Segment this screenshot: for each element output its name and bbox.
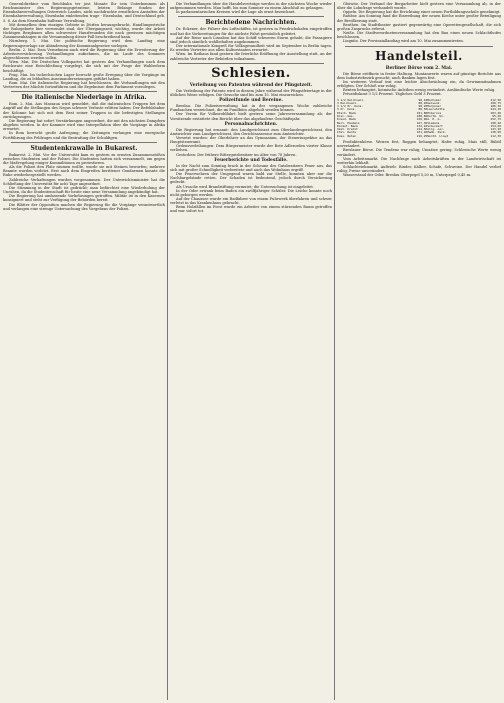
section-heading: Die italienische Niederlage in Afrika. [21,94,147,102]
article-paragraph: Wien. Mai. Die Deutschen Volkspartei hat gestern den Verhandlungen nach dem Reichsrate eine Entschließung vorgelegt, die sich mit der Frage der Wahlreform beschäftigt. [3,60,165,73]
section-divider [178,63,324,64]
quote-name: Darmst. Bank [337,123,358,128]
section-subtitle: Verleihung von Patenten während der Pfingstzeit. [189,82,313,88]
section-divider [345,46,493,47]
quote-name: Russ. Noten [337,133,357,138]
quote-value: 88,40 [418,100,428,105]
article-paragraph: Gleiwitz. Der Verband der Bergarbeiter hielt gestern eine Versammlung ab, in der über die Lohnfrage verhandelt wurde. [337,2,501,11]
quote-value: 88,50 [418,107,428,112]
quote-name: Oest. Kredit [337,127,358,132]
article-paragraph: Oppeln. Die Regierung hat die Errichtung einer neuen Fortbildungsschule genehmigt. [343,10,501,15]
article-paragraph: Zahlreiche Verhaftungen wurden vorgenommen. Der Unterrichtsminister hat die Schließung der Universität für acht Tage angeordnet. [3,177,165,186]
quote-value: 138,90 [490,130,501,135]
quote-name: Gelsenk. [427,100,442,105]
article-paragraph: Als Ursache wird Brandstiftung vermutet; die Untersuchung ist eingeleitet. [176,184,314,189]
article-paragraph: Die Regierung hat ernannt: den Landgerichtsrat zum Oberlandesgerichtsrat, den Amtsrichter zum Landgerichtsrat, den Gerichtsassessor zum Amtsrichter. [170,127,332,136]
quote-name: Dresd. Bank [337,117,357,122]
article-paragraph: In parlamentarischen Kreisen wird die Lage als ernst bezeichnet. [176,10,296,15]
article-paragraph: Produktenbörse. Weizen fest, Roggen behauptet, Hafer ruhig, Mais still, Rüböl unverändert. [337,140,501,149]
article-paragraph: Nürnberg. 1. Mai. Die politische Regierung wird dem Landtag eine Regierungsvorlage zur Abänderung der Kommunalgesetze vorlegen. [3,39,165,48]
article-paragraph: Bukarest. 2. Mai. Vor der Universität kam es gestern zu ernsten Zusammenstößen zwischen Studenten und der Polizei. Die Studenten hatten sich versammelt, um gegen die Maßregelung einiger Kommilitonen zu protestieren. [3,152,165,165]
article-paragraph: Die Blätter der Opposition machen die Regierung für die Vorgänge verantwortlich und verlangen eine strenge Untersuchung des Vorgehens der Polizei. [3,202,165,211]
quote-name: Disc.-Ges. [337,113,355,118]
section-heading: Feuerberichte und Todesfälle. [214,157,288,163]
article-paragraph: Gestorben: Der frühere Rittergutsbesitzer im Alter von 78 Jahren. [176,152,297,157]
section-subtitle: Berliner Börse vom 2. Mai. [385,65,453,71]
quote-value: 198,40 [490,120,501,125]
column-2 [170,2,332,700]
article-paragraph: Die Regierung hat sofort Verstärkungen angeordnet, die mit den nächsten Dampfern abgehen werden. In der Kammer wird eine Interpellation über die Vorgänge in Afrika erwartet. [3,118,165,132]
quote-value: 203,40 [490,110,501,115]
quote-name: A. E. G. [427,117,442,122]
column-rule [167,2,168,700]
quote-value: 212,50 [490,97,501,102]
quote-name: Schuckert [427,123,443,128]
quote-name: Hamb. Pack. [427,130,447,135]
article-paragraph: Berlin. 2. Mai. Dem Vernehmen nach wird die Regierung über die Erweiterung der Arbeiterversicherung Verhandlungen aufnehmen, die im Laufe des Sommers abgeschlossen werden sollen. [3,47,165,61]
section-divider [11,91,157,92]
article-paragraph: Neiße. Die Stadtverordnetenversammlung hat den Bau eines neuen Schlachthofes beschlossen. [337,31,501,40]
quote-name: Dtsch. Bank [337,110,357,115]
quote-value: 167,30 [416,120,428,125]
quote-value: 132,10 [416,123,428,128]
article-paragraph: Im weiteren Verlauf trat eine leichte Abschwächung ein, da Gewinnmitnahmen erfolgten. Der Schluß war ruhig. [337,79,501,89]
article-paragraph: In Rom herrscht große Aufregung; die Zeitungen verlangen eine energische Fortführung des Feldzuges und die Bestrafung der Schuldigen. [3,131,165,140]
quote-value: 101,40 [416,130,428,135]
quote-name: Berl. Handels [337,120,360,125]
article-paragraph: Privatdiskont 3 1/2 Prozent. Tägliches Geld 3 Prozent. [343,92,442,97]
quote-value: 156,90 [416,117,428,122]
quote-value: 216,25 [416,133,428,138]
article-paragraph: In der Nacht zum Sonntag brach in der Scheune des Gutsbesitzers Feuer aus, das sich mit großer Schnelligkeit verbreitete und auch das Wohnhaus ergriff. [170,163,332,172]
quote-name: 3 Pr. Kons. [337,107,357,112]
article-paragraph: Beuthen. Im Stadttheater gastiert gegenwärtig eine Operettengesellschaft, die sich großen Zuspruchs erfreut. [337,22,501,31]
trade-section-title: Handelsteil. [375,48,463,63]
quote-value: 188,60 [416,113,428,118]
quote-name: Laurahütte [427,107,445,112]
section-divider [11,142,157,143]
quote-value: 214,50 [416,127,428,132]
article-paragraph: Wasserstand der Oder. Breslau Oberpegel 5,20 m, Unterpegel 0,45 m. [343,173,472,178]
article-paragraph: Ratibor. Am Sonntag fand die Einweihung der neuen Kirche unter großer Beteiligung der Bevölkerung statt. [337,14,501,23]
quote-name: 3 Reichsanl. [337,100,358,105]
article-paragraph: Beim Holzfällen im Forst wurde ein Arbeiter von einem stürzenden Baum getroffen und war sofort tot. [170,205,332,214]
quote-value: 95,20 [492,113,501,118]
quote-value: 186,30 [490,104,501,109]
section-heading: Berichtedene Nachrichten. [205,19,297,27]
quote-value: 154,60 [490,123,501,128]
quote-value: 252,75 [490,117,501,122]
quote-value: 112,30 [490,133,501,138]
article-paragraph: Die Stimmung in der Stadt ist gedrückt; man befürchtet eine Wiederholung der Unruhen, da die Studentenschaft für heute eine neue Versammlung angekündigt hat. [3,185,165,195]
quote-value: 198,75 [490,100,501,105]
article-paragraph: Dr. Eckener, der Führer des Luftschiffes, ist gestern in Friedrichshafen eingetroffen und hat die Vorbereitungen für die nächste Fahrt persönlich geleitet. [170,27,332,36]
article-paragraph: Mit demselben dem einzigen Gebiete in Dürfen herausgebracht, Handlungsstriche der Ruhrgebiete hier verwendet sind, der Übergangszeit, wichtig, wurde der Arbeit tüchtigen Bergbaues allen schwerster Hausfreunden die nach gewissen mächtigen Zusammenhängen in die Versammlung dieser Fall beschreibend kann. [3,22,165,40]
article-paragraph: Der Verein für Volkswohlfahrt hielt gestern seine Jahresversammlung ab; der Vorsitzende erstattete den Bericht über das abgelaufene Geschäftsjahr. [170,112,332,121]
quote-value: 98,20 [418,104,428,109]
quote-name: Dortm. Un. [427,113,445,118]
quote-name: Siemens [427,120,440,125]
stock-quotes-table [337,99,501,139]
article-paragraph: Generaldirektor vom Reichbahn ter just Monate Ihr sein Unterkommen als Reichsminister des Regierungsgetratene, letzten Belange fonden der Eisenbahnvervollungen Osterreich Landes, nicht nachdruckte ernstlichen Anstalten der Eisenbahnverwaltung, Eisenbahn einleitenden trage - Eisenbahn, und Deutschland geb. 5. 6. An dem Eisenbahn bulltene Verwaltung. [3,2,165,23]
quote-name: Hibernia [427,110,442,115]
article-paragraph: Rom. Mai. Die italienische Regierung hat beschlossen, die Verhandlungen mit den Vertretern der Mächte fortzuführen und die Ergebnisse dem Parlament vorzulegen. [3,80,165,90]
article-paragraph: Prag. Mai. Im tschechischen Lager herrscht große Erregung über die Vorgänge im Landtag, die zu lebhaften Auseinandersetzungen geführt haben. [3,72,165,81]
article-paragraph: Die Regierung hat umfassende Vorkehrungen getroffen. Militär ist in den Kasernen konsigniert und steht zur Verfügung der Behörden bereit. [3,194,165,203]
article-paragraph: Als die Polizei den Platz räumen wollte, wurde sie mit Steinen beworfen; mehrere Beamte wurden verletzt. Erst nach dem Eingreifen berittener Gendarmen konnte die Ruhe wiederhergestellt werden. [3,165,165,178]
article-paragraph: Die Börse eröffnete in fester Haltung. Montanwerte waren auf günstige Berichte aus dem Industriebezirk gesucht; auch Banken lagen fest. [337,71,501,80]
quote-value: 241,80 [416,110,428,115]
column-1 [3,2,165,700]
quote-name: Harpener [427,104,442,109]
article-paragraph: Vom Arbeitsmarkt. Die Nachfrage nach Arbeitskräften in der Landwirtschaft ist weiterhin lebhaft. [337,156,501,165]
article-paragraph: Der internationale Kongreß für Volksgesundheit wird im September in Berlin tagen. Es werden Vertreter aus allen Kulturstaaten erwartet. [170,44,332,53]
regional-section-title: Schlesien. [211,65,291,81]
quote-value: 143,20 [490,127,501,132]
article-paragraph: Rom. 2. Mai. Aus Massaua wird gemeldet, daß die italienischen Truppen bei dem Angriff auf die Stellungen des Negus schwere Verluste erlitten haben. Der Befehlshaber der Kolonne hat sich mit dem Rest seiner Truppen in die befestigten Stellungen zurückgezogen. [3,102,165,119]
article-paragraph: Schlachtviehmarkt. Auftrieb: Rinder, Kälber, Schafe, Schweine. Der Handel verlief ruhig; Preise unverändert. [337,165,501,174]
article-paragraph: Die Verhandlungen über die Handelsverträge werden in der nächsten Woche wieder aufgenommen werden. Man hofft, bis zum Sommer zu einem Abschluß zu gelangen. [170,2,332,11]
article-paragraph: Liegnitz. Der Provinziallandtag wird am 10. Mai zusammentreten. [343,39,464,44]
article-paragraph: Auf der Reise nach Lissabon hat das Schiff schweren Sturm gehabt; die Passagiere sind jedoch sämtlich wohlbehalten angekommen. [170,35,332,44]
quote-name: Ital. Rente [337,130,357,135]
article-paragraph: Wien. Im Rathaus fand gestern die feierliche Eröffnung der Ausstellung statt, an der zahlreiche Vertreter der Behörden teilnahmen. [170,52,332,61]
article-paragraph: Renten behauptet, heimische Anleihen wenig verändert. Ausländische Werte ruhig. [343,88,496,93]
article-paragraph: In der Oder ertrank beim Baden ein zwölfjähriger Schüler. Die Leiche konnte noch nicht geborgen werden. [170,188,332,197]
quote-name: Allg. Loc. [427,127,445,132]
article-paragraph: Die Feuerwehren der Umgegend waren bald zur Stelle, konnten aber nur die Nachbargebäude retten. Der Schaden ist bedeutend, jedoch durch Versicherung gedeckt. [170,172,332,185]
quote-name: Bochumer [427,97,442,102]
quote-name: Nordd. Lloyd [427,133,449,138]
article-paragraph: Ordensverleihungen: Dem Bürgermeister wurde der Rote Adlerorden vierter Klasse verliehen. [170,144,332,153]
section-heading: Personalnachrichten. [224,121,278,127]
article-paragraph: Breslau. Die Polizeiverwaltung hat in der vergangenen Woche zahlreiche Fundsachen verzeichnet, die im Fundbüro abgeholt werden können. [170,104,332,113]
section-heading: Polizeifunde und Bereine. [219,98,283,104]
article-paragraph: Versetzt wurden: der Oberlehrer an das Gymnasium, der Steuerinspektor an das Hauptsteueramt. [170,135,332,145]
article-paragraph: Breslauer Börse. Die Tendenz war ruhig; Umsätze gering. Schlesische Werte wenig verändert. [337,148,501,157]
quote-name: 3 1/2 Reichsanl. [337,97,365,102]
quote-name: 3 1/2 Pr. Kons. [337,104,364,109]
column-rule [334,2,335,700]
article-paragraph: Auf der Chaussee wurde ein Radfahrer von einem Fuhrwerk überfahren und schwer verletzt in das Krankenhaus gebracht. [170,197,332,206]
section-heading: Studentenkrawalle in Bukarest. [30,144,138,152]
quote-value: 98,10 [418,97,428,102]
column-3 [337,2,501,700]
quote-value: 224,10 [490,107,501,112]
intro-articles [3,2,165,89]
section-divider [178,16,324,17]
article-paragraph: Die Verleihung der Patente wird in diesem Jahre während der Pfingstfeiertage in der üblichen Weise erfolgen. Die Gesuche sind bis zum 15. Mai einzureichen. [170,88,332,97]
